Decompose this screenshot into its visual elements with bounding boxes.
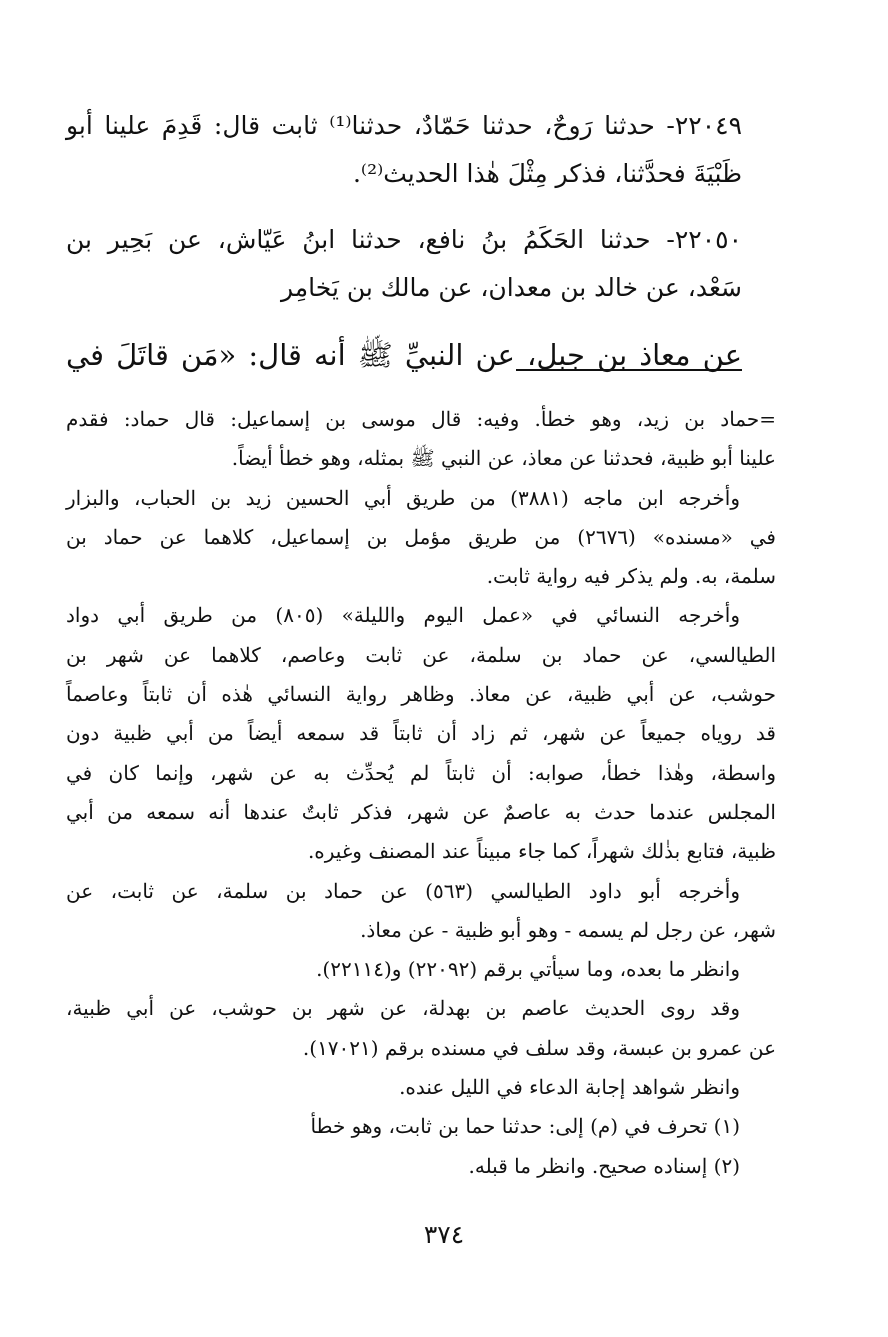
footnote-line: شهر، عن رجل لم يسمه - وهو أبو ظبية - عن معاذ.: [360, 917, 776, 942]
footnote-line: وأخرجه أبو داود الطيالسي (٥٦٣) عن حماد بن سلمة، عن ثابت، عن: [66, 878, 740, 903]
footnote-separator: [516, 369, 742, 371]
hadith-22049-line-2: ظَبْيَةَ فحدَّثنا، فذكر مِثْلَ هٰذا الحديث⁽²⁾.: [352, 159, 742, 188]
hadith-22049-line-1: ٢٢٠٤٩- حدثنا رَوحٌ، حدثنا حَمّادٌ، حدثنا⁽¹⁾ ثابت قال: قَدِمَ علينا أبو: [66, 111, 742, 140]
footnote-line: الطيالسي، عن حماد بن سلمة، عن ثابت وعاصم، كلاهما عن شهر بن: [66, 642, 776, 667]
footnote-line: وانظر شواهد إجابة الدعاء في الليل عنده.: [399, 1075, 740, 1100]
main-text: [66, 102, 742, 382]
footnote-1: (١) تحرف في (م) إلى: حدثنا حما بن ثابت، وهو خطأ: [310, 1114, 740, 1139]
hadith-22050-line-2: سَعْد، عن خالد بن معدان، عن مالك بن يَخامِر: [281, 273, 742, 302]
hadith-22050-continuation: عن معاذ بن جبل، عن النبيِّ ﷺ أنه قال: «مَن قاتَلَ في: [66, 338, 742, 372]
footnote-line: حوشب، عن أبي ظبية، عن معاذ. وظاهر رواية النسائي هٰذه أن ثابتاً وعاصماً: [66, 682, 776, 707]
footnotes: [66, 400, 776, 1186]
hadith-22050-line-1: ٢٢٠٥٠- حدثنا الحَكَمُ بنُ نافع، حدثنا ابنُ عَيّاش، عن بَحِير بن: [66, 225, 742, 254]
footnote-line: علينا أبو ظبية، فحدثنا عن معاذ، عن النبي ﷺ بمثله، وهو خطأ أيضاً.: [231, 446, 776, 471]
footnote-line: وقد روى الحديث عاصم بن بهدلة، عن شهر بن حوشب، عن أبي ظبية،: [66, 996, 740, 1021]
footnote-line: واسطة، وهٰذا خطأ، صوابه: أن ثابتاً لم يُحدِّث به عن شهر، وإنما كان في: [66, 760, 776, 785]
footnote-line: وانظر ما بعده، وما سيأتي برقم (٢٢٠٩٢) و(٢٢١١٤).: [316, 957, 740, 982]
footnote-2: (٢) إسناده صحيح. وانظر ما قبله.: [468, 1153, 740, 1178]
footnote-line: المجلس عندما حدث به عاصمٌ عن شهر، فذكر ثابتٌ عندها أنه سمعه من أبي: [66, 799, 776, 824]
footnote-line: ظبية، فتابع بذٰلك شهراً، كما جاء مبيناً عند المصنف وغيره.: [307, 839, 776, 864]
footnote-line: وأخرجه النسائي في «عمل اليوم والليلة» (٨٠٥) من طريق أبي دواد: [66, 603, 740, 628]
footnote-line: =حماد بن زيد، وهو خطأ. وفيه: قال موسى بن إسماعيل: قال حماد: فقدم: [66, 407, 776, 431]
footnote-line: سلمة، به. ولم يذكر فيه رواية ثابت.: [486, 564, 776, 589]
footnote-line: عن عمرو بن عبسة، وقد سلف في مسنده برقم (١٧٠٢١).: [302, 1035, 776, 1060]
footnote-line: في «مسنده» (٢٦٧٦) من طريق مؤمل بن إسماعيل، كلاهما عن حماد بن: [66, 524, 776, 549]
footnote-line: قد روياه جميعاً عن شهر، ثم زاد أن ثابتاً قد سمعه أيضاً من أبي ظبية دون: [66, 721, 776, 746]
footnote-line: وأخرجه ابن ماجه (٣٨٨١) من طريق أبي الحسين زيد بن الحباب، والبزار: [66, 485, 740, 510]
page-number: ٣٧٤: [423, 1220, 465, 1249]
